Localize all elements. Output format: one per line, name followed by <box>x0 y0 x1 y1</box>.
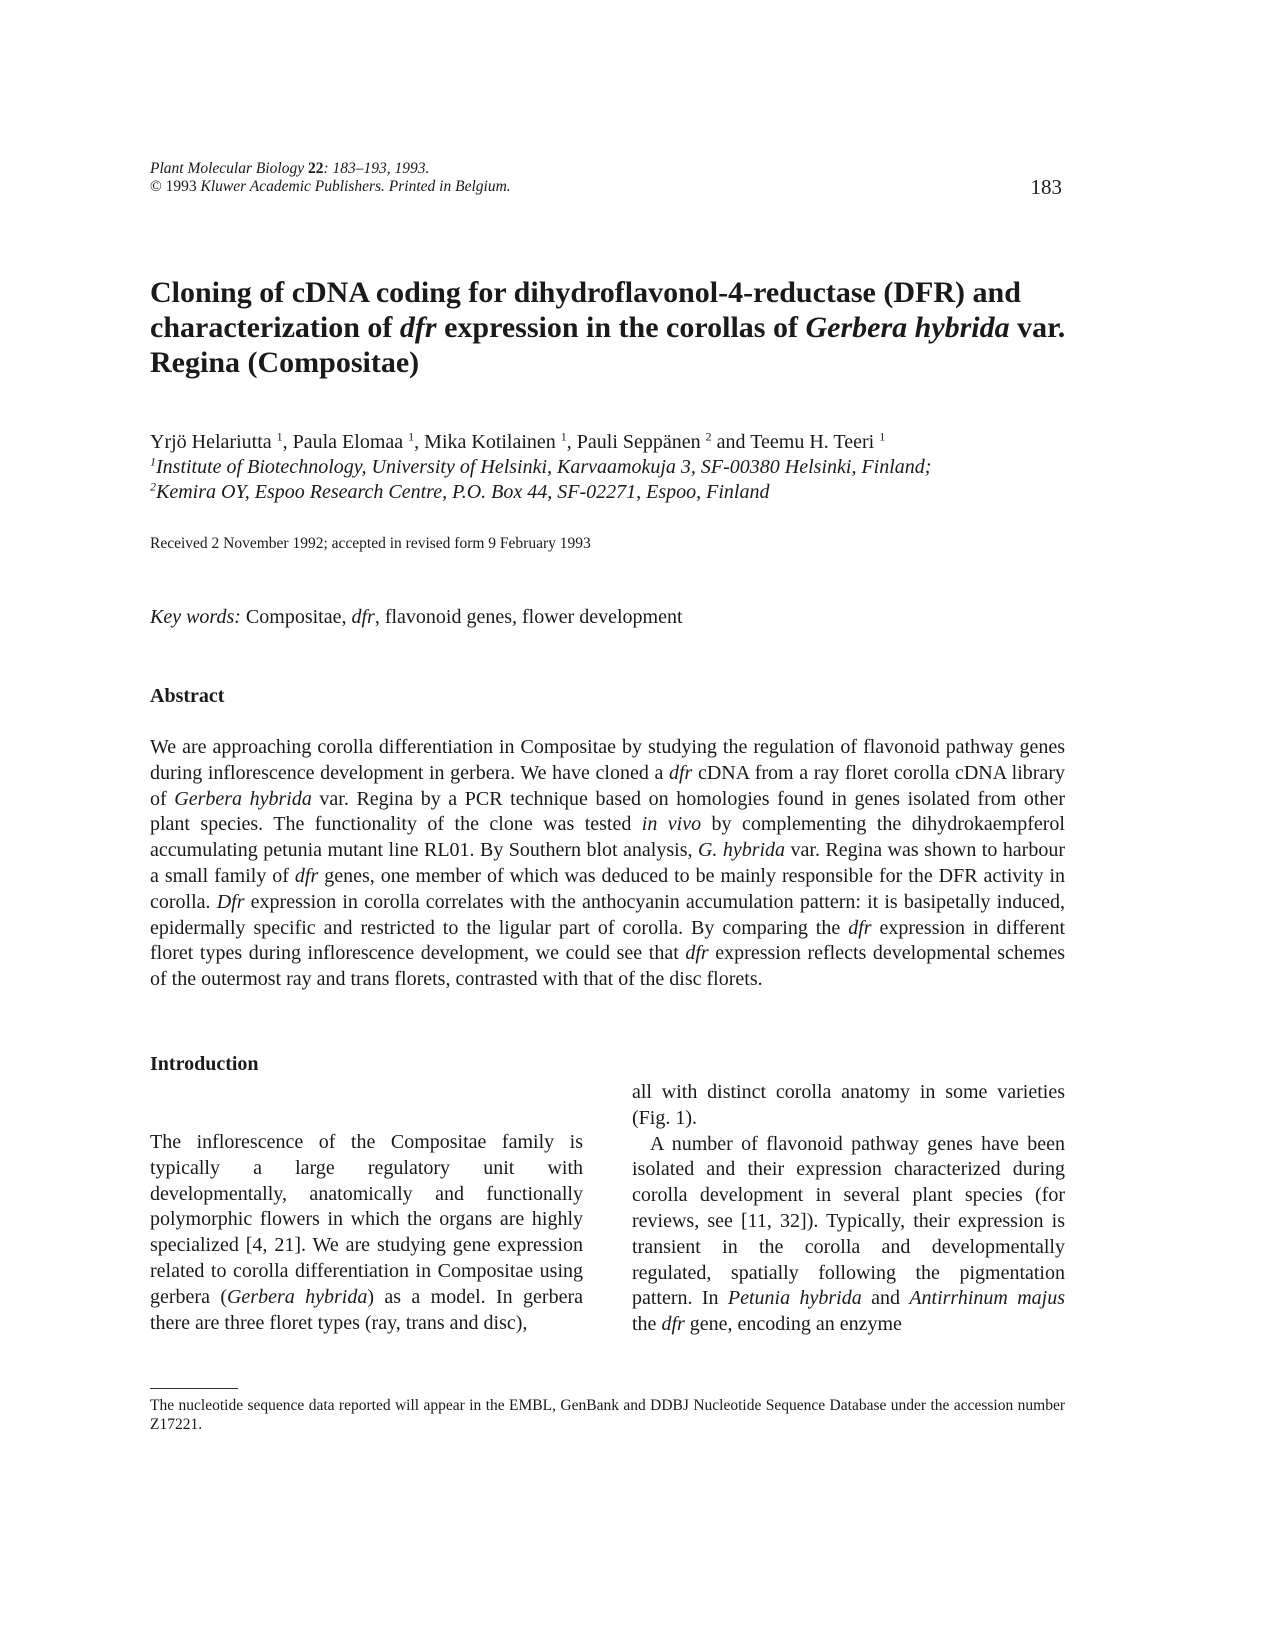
title-gene: dfr <box>399 311 437 344</box>
author-name: , Mika Kotilainen <box>414 431 556 453</box>
abstract-span: genes, one member of which was deduced to be mainly responsible for the DFR activity in corolla. <box>150 864 1066 913</box>
intro-span: ) as a model. In gerbera there are three floret types (ray, trans and disc), <box>150 1285 583 1334</box>
page-number: 183 <box>1030 175 1062 199</box>
keywords-text: Compositae, <box>240 606 352 628</box>
intro-span: The inflorescence of the Compositae family is typically a large regulatory unit with developmentally, anatomically and functionally polymorphic flowers in which the organs are highly specialized [4, 21]. We are studying gene expression related to corolla differentiation in Compositae using gerbera ( <box>150 1131 583 1308</box>
abstract-italic: Dfr <box>216 890 245 913</box>
affil-mark: 2 <box>705 429 712 444</box>
abstract-span: var. Regina by a PCR technique based on homologies found in genes isolated from other plant species. The functionality of the clone was tested <box>150 787 1066 836</box>
intro-span: gene, encoding an enzyme <box>684 1313 902 1336</box>
intro-right-column <box>632 1080 1065 1338</box>
publisher-line: Kluwer Academic Publishers. Printed in Belgium. <box>200 178 511 195</box>
affiliation-2 <box>150 480 1080 505</box>
abstract-italic: dfr <box>685 942 709 965</box>
author-block <box>150 430 1080 505</box>
affiliation-1 <box>150 455 1080 480</box>
affil-mark: 1 <box>408 429 415 444</box>
abstract-span: by complementing the dihydrokaempferol accumulating petunia mutant line RL01. By Southern blot analysis, <box>150 813 1065 862</box>
intro-italic: dfr <box>661 1313 685 1336</box>
keyword-gene: dfr <box>351 606 375 628</box>
abstract-italic: dfr <box>848 916 872 939</box>
intro-left-column <box>150 1130 583 1336</box>
affil-mark: 1 <box>276 429 283 444</box>
abstract-italic: G. hybrida <box>697 839 786 862</box>
affil-mark: 2 <box>150 479 156 494</box>
title-text: Cloning of cDNA coding for dihydroflavonol-4-reductase (DFR) and characterization of <box>150 276 1021 344</box>
abstract-italic: dfr <box>294 864 319 887</box>
affil-mark: 1 <box>560 429 567 444</box>
intro-span: A number of flavonoid pathway genes have been isolated and their expression characterized during corolla development in several plant species (for reviews, see [11, 32]). Typically, their expression is transient in the corolla and developmentally regulated, spatially following the pigmentation pattern. In <box>632 1132 1065 1310</box>
abstract-span: We are approaching corolla differentiation in Compositae by studying the regulation of flavonoid pathway genes during inflorescence development in gerbera. We have cloned a <box>150 736 1065 784</box>
introduction-heading: Introduction <box>150 1053 259 1075</box>
footnote: The nucleotide sequence data reported will appear in the EMBL, GenBank and DDBJ Nucleotide Sequence Database under the accession number Z17221. <box>150 1397 1065 1433</box>
journal-pages-year: : 183–193, 1993. <box>323 160 430 177</box>
abstract-text <box>150 735 1065 993</box>
intro-italic: Gerbera hybrida <box>226 1285 368 1308</box>
affiliation-text: Institute of Biotechnology, University of Helsinki, Karvaamokuja 3, SF-00380 Helsinki, Finland; <box>156 456 932 478</box>
journal-header <box>150 160 511 196</box>
title-text: expression in the corollas of <box>436 311 806 344</box>
affil-mark: 1 <box>150 454 156 469</box>
author-name: , Paula Elomaa <box>282 431 404 453</box>
footnote-divider <box>150 1388 238 1389</box>
abstract-italic: in vivo <box>641 813 702 836</box>
abstract-span: expression reflects developmental schemes of the outermost ray and trans florets, contrasted with that of the disc florets. <box>150 942 1065 991</box>
intro-italic: Petunia hybrida <box>727 1287 862 1310</box>
intro-span: and <box>861 1287 910 1310</box>
intro-paragraph: all with distinct corolla anatomy in some varieties (Fig. 1). <box>632 1081 1065 1129</box>
journal-name: Plant Molecular Biology <box>150 160 305 177</box>
abstract-span: var. Regina was shown to harbour a small family of <box>150 839 1065 887</box>
author-name: Yrjö Helariutta <box>150 431 272 453</box>
intro-italic: Antirrhinum majus <box>909 1287 1065 1310</box>
keywords-label: Key words: <box>150 606 241 628</box>
abstract-span: expression in different floret types during inflorescence development, we could see that <box>150 916 1065 965</box>
title-species: Gerbera hybrida <box>805 311 1010 344</box>
received-dates: Received 2 November 1992; accepted in revised form 9 February 1993 <box>150 535 591 552</box>
author-name: , Pauli Seppänen <box>566 431 701 453</box>
author-list <box>150 430 1080 455</box>
title-text: var. Regina (Compositae) <box>150 311 1066 379</box>
paper-title <box>150 275 1080 380</box>
abstract-span: cDNA from a ray floret corolla cDNA library of <box>150 761 1065 810</box>
intro-span: the <box>632 1313 662 1336</box>
abstract-italic: dfr <box>669 761 693 784</box>
abstract-italic: Gerbera hybrida <box>174 787 312 810</box>
keywords-text: , flavonoid genes, flower development <box>374 606 683 628</box>
abstract-heading: Abstract <box>150 685 225 707</box>
abstract-span: expression in corolla correlates with the anthocyanin accumulation pattern: it is basipetally induced, epidermally specific and restricted to the ligular part of corolla. By comparing the <box>150 890 1065 939</box>
copyright: © 1993 <box>150 178 197 195</box>
affil-mark: 1 <box>879 429 886 444</box>
affiliation-text: Kemira OY, Espoo Research Centre, P.O. Box 44, SF-02271, Espoo, Finland <box>156 481 770 503</box>
author-name: and Teemu H. Teeri <box>711 431 875 453</box>
keywords <box>150 606 683 629</box>
intro-paragraph <box>632 1132 1065 1338</box>
journal-volume: 22 <box>307 160 324 177</box>
